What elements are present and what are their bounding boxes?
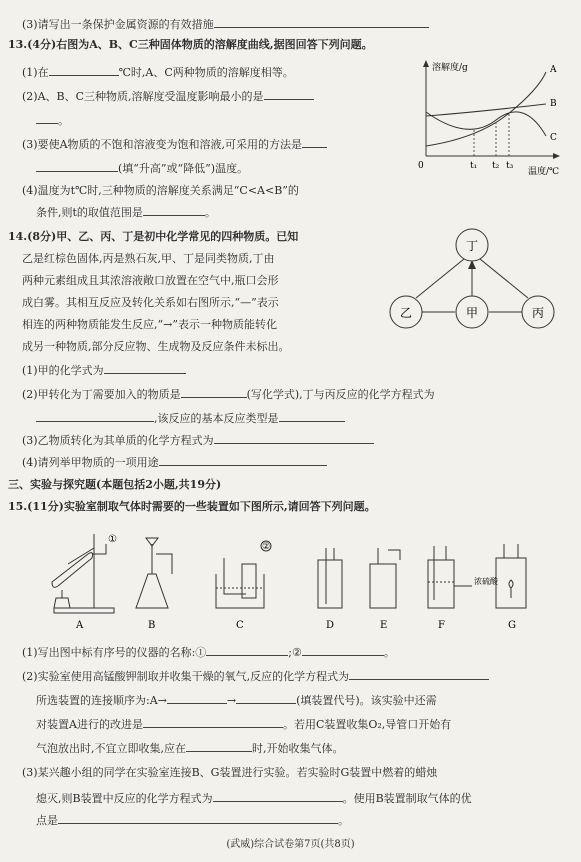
label-d: D <box>326 620 335 631</box>
q15-part3: (3)某兴趣小组的同学在实验室连接B、G装置进行实验。若实验时G装置中燃着的蜡烛 <box>22 766 438 779</box>
f-reagent-note: 浓硫酸 <box>474 577 498 586</box>
q14-stem-line6: 成另一种物质,部分反应物、生成物及反应条件未标出。 <box>22 340 290 353</box>
answer-blank[interactable] <box>143 204 205 216</box>
answer-blank[interactable] <box>214 432 374 444</box>
edge-ding-bing <box>480 259 528 298</box>
node-yi-label: 乙 <box>399 306 413 320</box>
origin-label: 0 <box>418 161 424 171</box>
answer-blank[interactable] <box>36 112 58 124</box>
answer-blank[interactable] <box>104 362 186 374</box>
node-ding-label: 丁 <box>465 239 479 253</box>
q14-stem-line1: 14.(8分)甲、乙、丙、丁是初中化学常见的四种物质。已知 <box>8 230 299 243</box>
curve-b <box>426 104 546 116</box>
apparatus-a <box>52 534 114 613</box>
q14-stem-line3: 两种元素组成且其浓溶液敞口放置在空气中,瓶口会形 <box>22 274 279 287</box>
label-a: A <box>76 620 84 631</box>
answer-blank[interactable] <box>186 740 252 752</box>
apparatus-e <box>370 548 400 608</box>
y-axis-arrow <box>423 60 429 67</box>
q15-part2-line3: 对装置A进行的改进是 。若用C装置收集O₂,导管口开始有 <box>36 718 452 731</box>
label-c: C <box>236 620 244 631</box>
mark-1: ① <box>108 534 117 545</box>
q13-part3-cont: (填“升高”或“降低”)温度。 <box>36 160 248 176</box>
answer-blank[interactable] <box>302 644 384 656</box>
answer-blank[interactable] <box>214 16 429 28</box>
edge-ding-yi <box>416 259 464 298</box>
apparatus-f <box>428 546 472 608</box>
q13-part3: (3)要使A物质的不饱和溶液变为饱和溶液,可采用的方法是 <box>22 136 327 152</box>
q15-stem: 15.(11分)实验室制取气体时需要的一些装置如下图所示,请回答下列问题。 <box>8 500 376 513</box>
answer-blank[interactable] <box>264 88 314 100</box>
q15-part1: (1)写出图中标有序号的仪器的名称:① ;② 。 <box>22 646 395 659</box>
answer-blank[interactable] <box>206 644 288 656</box>
q14-stem-line5: 相连的两种物质能发生反应,“→”表示一种物质能转化 <box>22 318 277 331</box>
answer-blank[interactable] <box>236 692 296 704</box>
answer-blank[interactable] <box>302 136 327 148</box>
q13-part1: (1)在 ℃时,A、C两种物质的溶解度相等。 <box>22 66 294 79</box>
answer-blank[interactable] <box>36 410 154 422</box>
curve-a-label: A <box>550 65 557 75</box>
curve-c <box>426 112 546 136</box>
label-g: G <box>508 620 516 631</box>
q14-part2: (2)甲转化为丁需要加入的物质是 (写化学式),丁与丙反应的化学方程式为 <box>22 388 435 401</box>
q12-part3: (3)请写出一条保护金属资源的有效措施 <box>22 16 429 32</box>
tick-t2: t₂ <box>492 161 500 171</box>
apparatus-figure <box>28 524 564 632</box>
q15-part3-line3: 点是 。 <box>36 814 349 827</box>
x-axis-arrow <box>553 153 560 159</box>
node-bing-label: 丙 <box>531 306 545 320</box>
answer-blank[interactable] <box>213 790 343 802</box>
answer-blank[interactable] <box>159 454 327 466</box>
y-axis-label: 溶解度/g <box>432 63 468 73</box>
q15-part2: (2)实验室使用高锰酸钾制取并收集干燥的氧气,反应的化学方程式为 <box>22 668 489 684</box>
mark-2: ② <box>262 542 271 552</box>
q14-part1: (1)甲的化学式为 <box>22 362 186 378</box>
q14-part4: (4)请列举甲物质的一项用途 <box>22 454 327 470</box>
curve-a <box>426 72 546 146</box>
answer-blank[interactable] <box>49 64 119 76</box>
answer-blank[interactable] <box>181 386 247 398</box>
apparatus-g <box>496 544 526 608</box>
q13-part2: (2)A、B、C三种物质,溶解度受温度影响最小的是 <box>22 88 314 104</box>
tick-t1: t₁ <box>470 161 478 171</box>
label-e: E <box>380 620 388 631</box>
node-jia-label: 甲 <box>465 306 479 320</box>
curve-c-label: C <box>550 133 557 143</box>
label-f: F <box>438 620 445 631</box>
q15-part2-line2: 所选装置的连接顺序为:A→ → (填装置代号)。该实验中还需 <box>36 694 437 707</box>
section-heading: 三、实验与探究题(本题包括2小题,共19分) <box>8 478 222 491</box>
q13-part2-cont: 。 <box>36 112 69 128</box>
answer-blank[interactable] <box>349 668 489 680</box>
label-b: B <box>148 620 156 631</box>
answer-blank[interactable] <box>36 160 118 172</box>
answer-blank[interactable] <box>279 410 345 422</box>
apparatus-b <box>136 538 172 608</box>
solubility-curve-graph <box>408 58 570 184</box>
page-footer: (武威)综合试卷第7页(共8页) <box>226 839 355 850</box>
q15-part2-line4: 气泡放出时,不宜立即收集,应在 时,开始收集气体。 <box>36 742 344 755</box>
q13-part4: (4)温度为t℃时,三种物质的溶解度关系满足“C<A<B”的 <box>22 184 299 197</box>
tick-t3: t₃ <box>506 161 514 171</box>
q14-stem-line2: 乙是红棕色固体,丙是熟石灰,甲、丁是同类物质,丁由 <box>22 252 275 265</box>
relation-diagram <box>388 226 560 344</box>
answer-blank[interactable] <box>143 716 283 728</box>
curve-b-label: B <box>550 99 557 109</box>
answer-blank[interactable] <box>58 812 338 824</box>
q15-part3-line2: 熄灭,则B装置中反应的化学方程式为 。使用B装置制取气体的优 <box>36 792 472 805</box>
q13-stem: 13.(4分)右图为A、B、C三种固体物质的溶解度曲线,据图回答下列问题。 <box>8 38 373 51</box>
q14-stem-line4: 成白雾。其相互反应及转化关系如右图所示,“—”表示 <box>22 296 279 309</box>
apparatus-d <box>318 548 342 608</box>
answer-blank[interactable] <box>167 692 227 704</box>
q14-part2-cont: ,该反应的基本反应类型是 <box>36 410 345 426</box>
x-axis-label: 温度/℃ <box>528 167 560 177</box>
q14-part3: (3)乙物质转化为其单质的化学方程式为 <box>22 432 374 448</box>
q13-part4-cont: 条件,则t的取值范围是 。 <box>36 206 216 219</box>
